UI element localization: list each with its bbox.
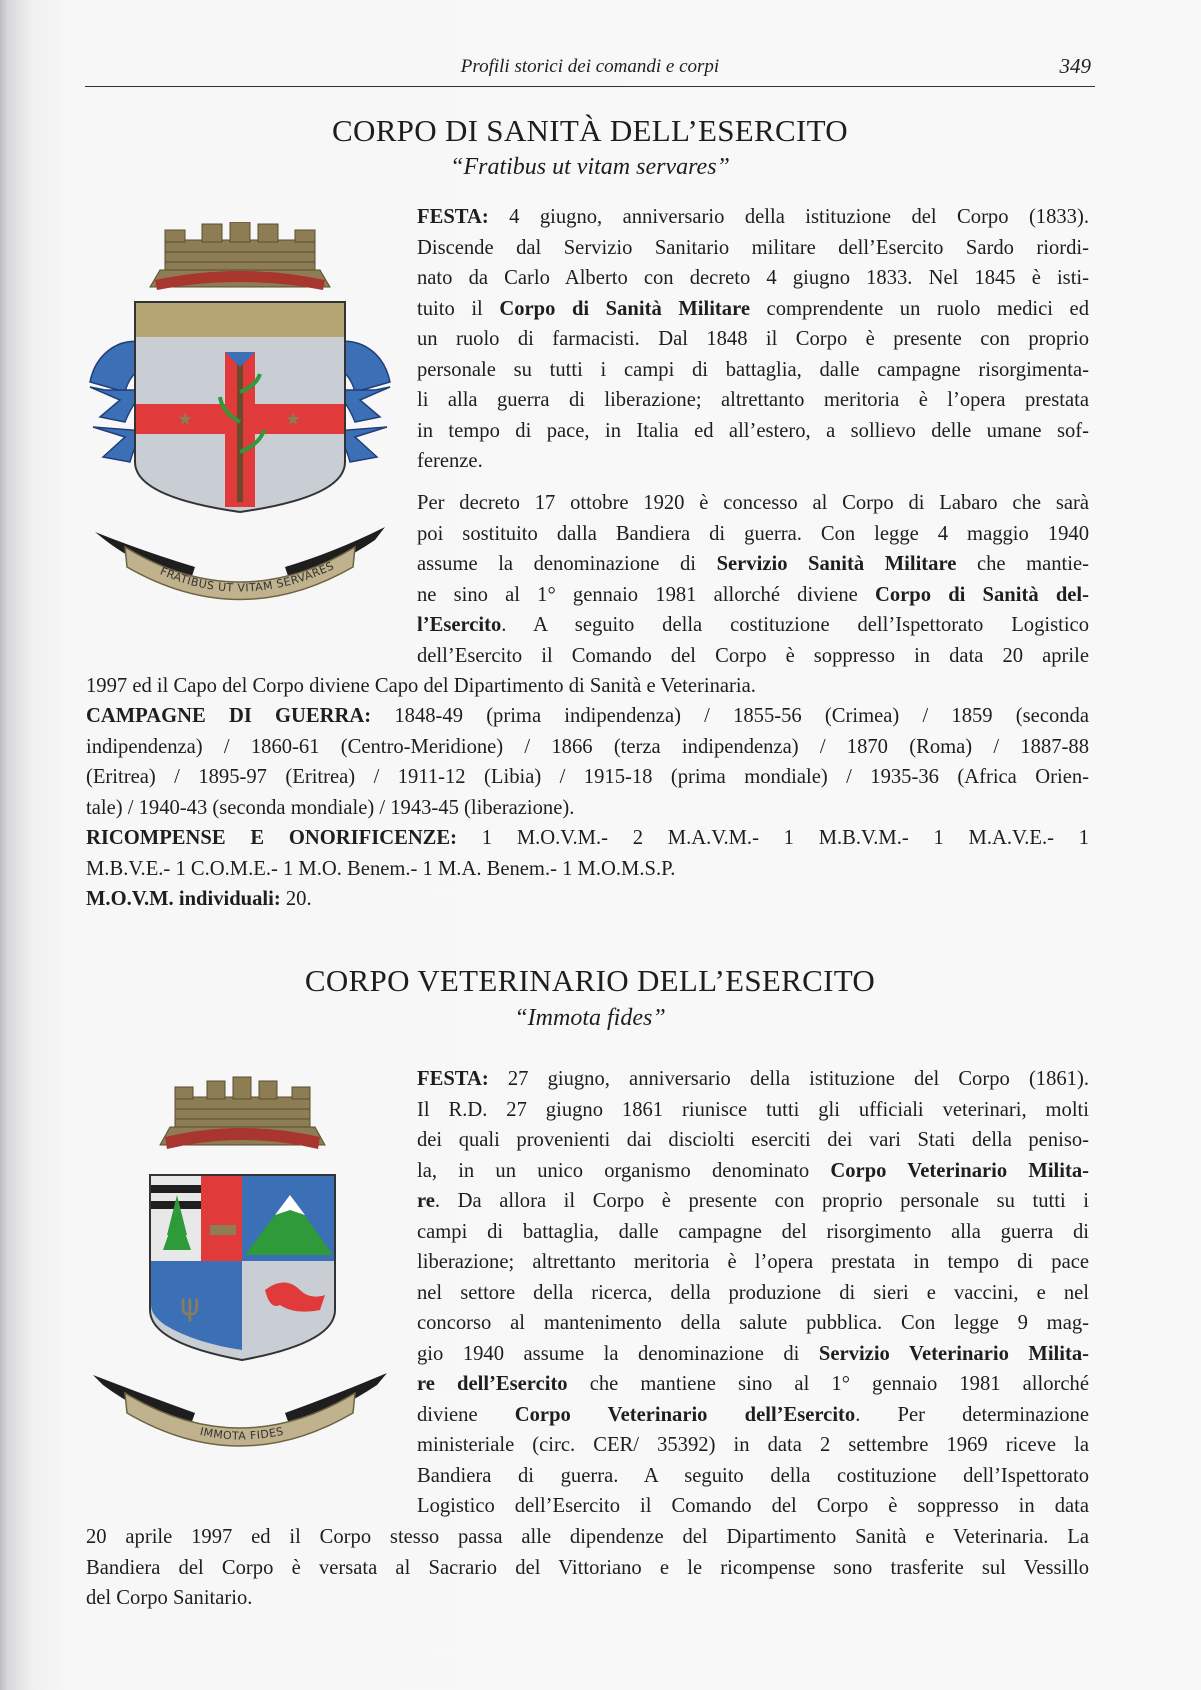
sanita-paragraph-2-tail: 1997 ed il Capo del Corpo diviene Capo del Dipartimento di Sanità e Veterinaria. bbox=[86, 675, 756, 697]
page-header bbox=[85, 50, 1095, 87]
coat-of-arms-sanita-icon bbox=[85, 222, 395, 634]
svg-text:ψ: ψ bbox=[180, 1288, 200, 1323]
motto-scroll bbox=[93, 1373, 387, 1446]
scroll-motto-text: IMMOTA FIDES bbox=[198, 1424, 285, 1443]
shield bbox=[150, 1175, 335, 1360]
section-title-veterinario: CORPO VETERINARIO DELL’ESERCITO bbox=[304, 963, 876, 998]
sanita-paragraph-1: FESTA: 4 giugno, anniversario della istituzione del Corpo (1833). Discende dal Servizio Sanitario militare dell’Esercito Sardo riordi- nato da Carlo Alberto con decreto 4 giugno 1833. Nel 1845 è isti- tuito il Corpo di Sanità Militare comprendente un ruolo medici ed un ruolo di farmacisti. Dal 1848 il Corpo è presente con proprio personale su tutti i campi di battaglia, dalle campagne risorgimenta- li alla guerra di liberazione; altrettanto meritoria è l’opera prestata in tempo di pace, in Italia ed all’estero, a sollievo delle umane sof- ferenze. bbox=[417, 206, 1089, 472]
veterinario-paragraph-1: FESTA: 27 giugno, anniversario della istituzione del Corpo (1861). Il R.D. 27 giugno 1861 riunisce tutti gli ufficiali veterinari, molti dei quali provenienti dai disciolti eserciti dei vari Stati della peniso- la, in un unico organismo denominato Corpo Veterinario Milita- re. Da allora il Corpo è presente con proprio personale su tutti i campi di battaglia, dalle campagne del risorgimento alla guerra di liberazione; altrettanto meritoria è l’opera prestata in tempo di pace nel settore della ricerca, della produzione di sieri e vaccini, e nel concorso al mantenimento della salute pubblica. Con legge 9 mag- gio 1940 assume la denominazione di Servizio Veterinario Milita- re dell’Esercito che mantiene sino al 1° gennaio 1981 allorché diviene Corpo Veterinario dell’Esercito. Per determinazione ministeriale (circ. CER/ 35392) in data 2 settembre 1969 riceve la Bandiera di guerra. A seguito della costituzione dell’Ispettorato Logistico dell’Esercito il Comando del Corpo è soppresso in data bbox=[417, 1068, 1090, 1517]
motto-veterinario: “Immota fides” bbox=[514, 1005, 666, 1031]
scroll-motto-text: FRATIBUS UT VITAM SERVARES bbox=[158, 559, 337, 595]
campagne-di-guerra: CAMPAGNE DI GUERRA: 1848-49 (prima indipendenza) / 1855-56 (Crimea) / 1859 (seconda indipendenza) / 1860-61 (Centro-Meridione) / 1866 (terza indipendenza) / 1870 (Roma) / 1887-88 (Eritrea) / 1895-97 (Eritrea) / 1911-12 (Libia) / 1915-18 (prima mondiale) / 1935-36 (Africa Orien- tale) / 1940-43 (seconda mondiale) / 1943-45 (liberazione). bbox=[86, 705, 1089, 819]
svg-text:★: ★ bbox=[285, 409, 302, 430]
movm-individuali: M.O.V.M. individuali: 20. bbox=[86, 888, 312, 910]
sanita-paragraph-2: Per decreto 17 ottobre 1920 è concesso al Corpo di Labaro che sarà poi sostituito dalla Bandiera di guerra. Con legge 4 maggio 1940 assume la denominazione di Servizio Sanità Militare che mantie- ne sino al 1° gennaio 1981 allorché diviene Corpo di Sanità del- l’Esercito. A seguito della costituzione dell’Ispettorato Logistico dell’Esercito il Comando del Corpo è soppresso in data 20 aprile bbox=[417, 492, 1089, 667]
motto-scroll bbox=[95, 527, 385, 600]
motto-sanita: “Fratibus ut vitam servares” bbox=[450, 154, 730, 180]
ricompense-onorificenze: RICOMPENSE E ONORIFICENZE: 1 M.O.V.M.- 2 M.A.V.M.- 1 M.B.V.M.- 1 M.A.V.E.- 1 M.B.V.E.- 1 C.O.M.E.- 1 M.O. Benem.- 1 M.A. Benem.- 1 M.O.M.S.P. bbox=[86, 827, 1090, 880]
tower-crown bbox=[150, 222, 330, 290]
running-title: Profili storici dei comandi e corpi bbox=[460, 56, 720, 77]
tower-crown bbox=[160, 1077, 325, 1149]
shield bbox=[135, 302, 345, 512]
page-number: 349 bbox=[1059, 54, 1091, 78]
svg-text:★: ★ bbox=[177, 409, 194, 430]
veterinario-paragraph-tail: 20 aprile 1997 ed il Corpo stesso passa alle dipendenze del Dipartimento Sanità e Veterinaria. La Bandiera del Corpo è versata al Sacrario del Vittoriano e le ricompense sono trasferite sul Vessillo del Corpo Sanitario. bbox=[86, 1526, 1089, 1609]
section-title-sanita: CORPO DI SANITÀ DELL’ESERCITO bbox=[332, 113, 848, 148]
coat-of-arms-veterinario-icon bbox=[85, 1075, 395, 1480]
